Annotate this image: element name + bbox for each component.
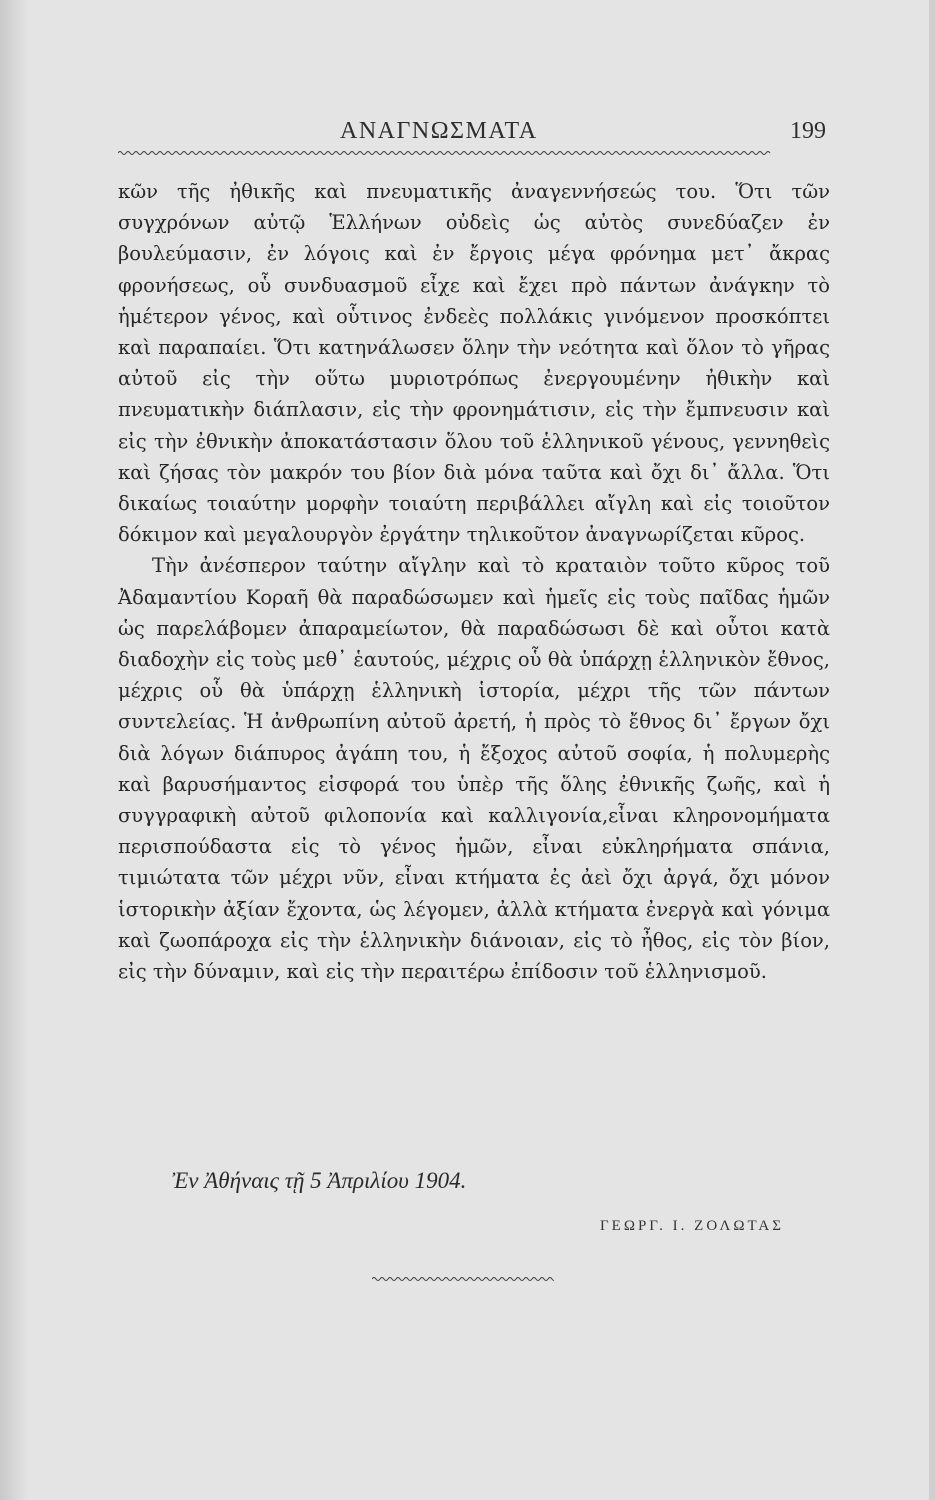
header-wavy-rule: [118, 150, 830, 156]
closing-wavy-rule: [372, 1276, 554, 1282]
page-header: [118, 112, 830, 152]
author-signature: ΓΕΩΡΓ. Ι. ΖΟΛΩΤΑΣ: [599, 1218, 784, 1234]
paragraph-1: κῶν τῆς ἠθικῆς καὶ πνευματικῆς ἀναγεννήσεώς του. Ὅτι τῶν συγχρόνων αὐτῷ Ἑλλήνων οὐδεὶς ὡς αὐτὸς συνεδύαζεν ἐν βουλεύμασιν, ἐν λόγοις καὶ ἐν ἔργοις μέγα φρόνημα μετ᾽ ἄκρας φρονήσεως, οὗ συνδυασμοῦ εἶχε καὶ ἔχει πρὸ πάντων ἀνάγκην τὸ ἡμέτερον γένος, καὶ οὗτινος ἐνδεὲς πολλάκις γινόμενον προσκόπτει καὶ παραπαίει. Ὅτι κατηνάλωσεν ὅλην τὴν νεότητα καὶ ὅλον τὸ γῆρας αὐτοῦ εἰς τὴν οὕτω μυριοτρόπως ἐνεργουμένην ἠθικὴν καὶ πνευματικὴν διάπλασιν, εἰς τὴν φρονημάτισιν, εἰς τὴν ἔμπνευσιν καὶ εἰς τὴν ἐθνικὴν ἀποκατάστασιν ὅλου τοῦ ἑλληνικοῦ γένους, γεννηθεὶς καὶ ζήσας τὸν μακρόν του βίον διὰ μόνα ταῦτα καὶ ὄχι δι᾽ ἄλλα. Ὅτι δικαίως τοιαύτην μορφὴν τοιαύτη περιβάλλει αἴγλη καὶ εἰς τοιοῦτον δόκιμον καὶ μεγαλουργὸν ἐργάτην τηλικοῦτον ἀναγνωρίζεται κῦρος.: [118, 180, 830, 547]
paragraph-2: Τὴν ἀνέσπερον ταύτην αἴγλην καὶ τὸ κραταιὸν τοῦτο κῦρος τοῦ Ἀδαμαντίου Κοραῆ θὰ παραδώσωμεν καὶ ἡμεῖς εἰς τοὺς παῖδας ἡμῶν ὡς παρελάβομεν ἀπαραμείωτον, θὰ παραδώσωσι δὲ καὶ οὗτοι κατὰ διαδοχὴν εἰς τοὺς μεθ᾽ ἑαυτούς, μέχρις οὗ θὰ ὑπάρχῃ ἑλληνικὸν ἔθνος, μέχρις οὗ θὰ ὑπάρχῃ ἑλληνικὴ ἱστορία, μέχρι τῆς τῶν πάντων συντελείας. Ἡ ἀνθρωπίνη αὐτοῦ ἀρετή, ἡ πρὸς τὸ ἔθνος δι᾽ ἔργων ὄχι διὰ λόγων διάπυρος ἀγάπη του, ἡ ἔξοχος αὐτοῦ σοφία, ἡ πολυμερὴς καὶ βαρυσήμαντος εἰσφορά του ὑπὲρ τῆς ὅλης ἐθνικῆς ζωῆς, καὶ ἡ συγγραφικὴ αὐτοῦ φιλοπονία καὶ καλλιγονία,εἶναι κληρονομήματα περισπούδαστα εἰς τὸ γένος ἡμῶν, εἶναι εὐκληρήματα σπάνια, τιμιώτατα τῶν μέχρι νῦν, εἶναι κτήματα ἐς ἀεὶ ὄχι ἀργά, ὄχι μόνον ἱστορικὴν ἀξίαν ἔχοντα, ὡς λέγομεν, ἀλλὰ κτήματα ἐνεργὰ καὶ γόνιμα καὶ ζωοπάροχα εἰς τὴν ἑλληνικὴν διάνοιαν, εἰς τὸ ἦθος, εἰς τὸν βίον, εἰς τὴν δύναμιν, καὶ εἰς τὴν περαιτέρω ἐπίδοσιν τοῦ ἑλληνισμοῦ.: [118, 554, 830, 984]
page-number: 199: [790, 118, 826, 144]
body-text: [118, 176, 830, 987]
dateline: Ἐν Ἀθήναις τῇ 5 Ἀπριλίου 1904.: [172, 1168, 467, 1193]
page-gutter-shadow: [0, 0, 28, 1500]
running-title: ΑΝΑΓΝΩΣΜΑΤΑ: [340, 118, 538, 144]
